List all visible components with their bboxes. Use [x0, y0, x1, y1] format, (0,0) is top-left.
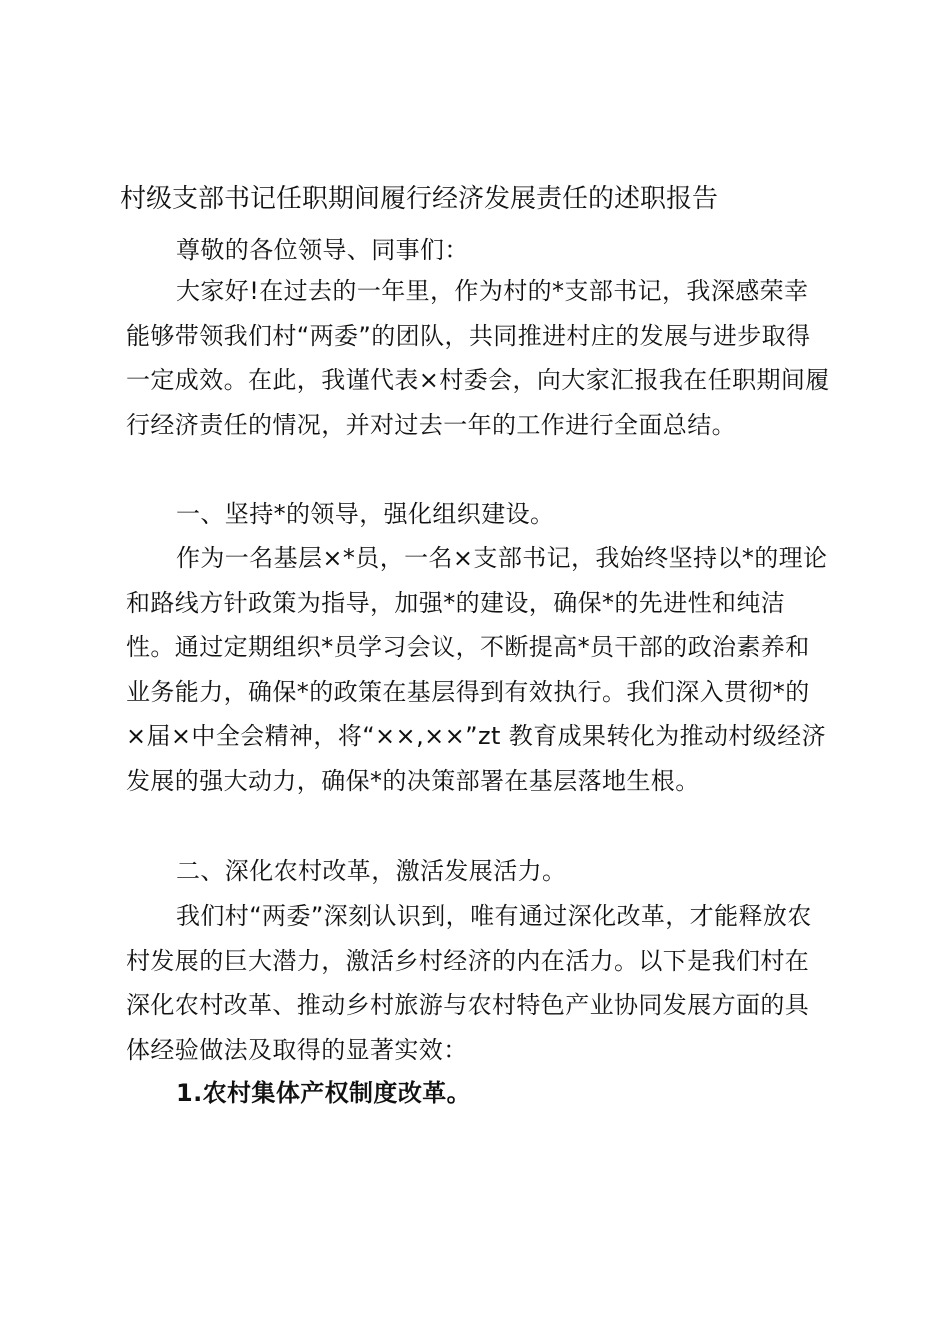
section-1-paragraph: 作为一名基层×*员，一名×支部书记，我始终坚持以*的理论和路线方针政策为指导，加强*的建设，确保*的先进性和纯洁性。通过定期组织*员学习会议，不断提高*员干部的政治素养和业务能力，确保*的政策在基层得到有效执行。我们深入贯彻*的×届×中全会精神，将“××,××”zt 教育成果转化为推动村级经济发展的强大动力，确保*的决策部署在基层落地生根。	[126, 544, 828, 795]
section-2-paragraph: 我们村“两委”深刻认识到，唯有通过深化改革，才能释放农村发展的巨大潜力，激活乡村经济的内在活力。以下是我们村在深化农村改革、推动乡村旅游与农村特色产业协同发展方面的具体经验做法及取得的显著实效：	[126, 902, 812, 1064]
section-2-heading: 二、深化农村改革，激活发展活力。	[176, 857, 567, 885]
greeting-line: 尊敬的各位领导、同事们：	[176, 236, 469, 264]
document-title: 村级支部书记任职期间履行经济发展责任的述职报告	[120, 184, 719, 214]
subsection-1-heading: 1.农村集体产权制度改革。	[176, 1079, 472, 1107]
section-1-heading: 一、坚持*的领导，强化组织建设。	[176, 500, 555, 528]
intro-paragraph: 大家好!在过去的一年里，作为村的*支部书记，我深感荣幸能够带领我们村“两委”的团队，共同推进村庄的发展与进步取得一定成效。在此，我谨代表×村委会，向大家汇报我在任职期间履行经济责任的情况，并对过去一年的工作进行全面总结。	[126, 277, 830, 439]
